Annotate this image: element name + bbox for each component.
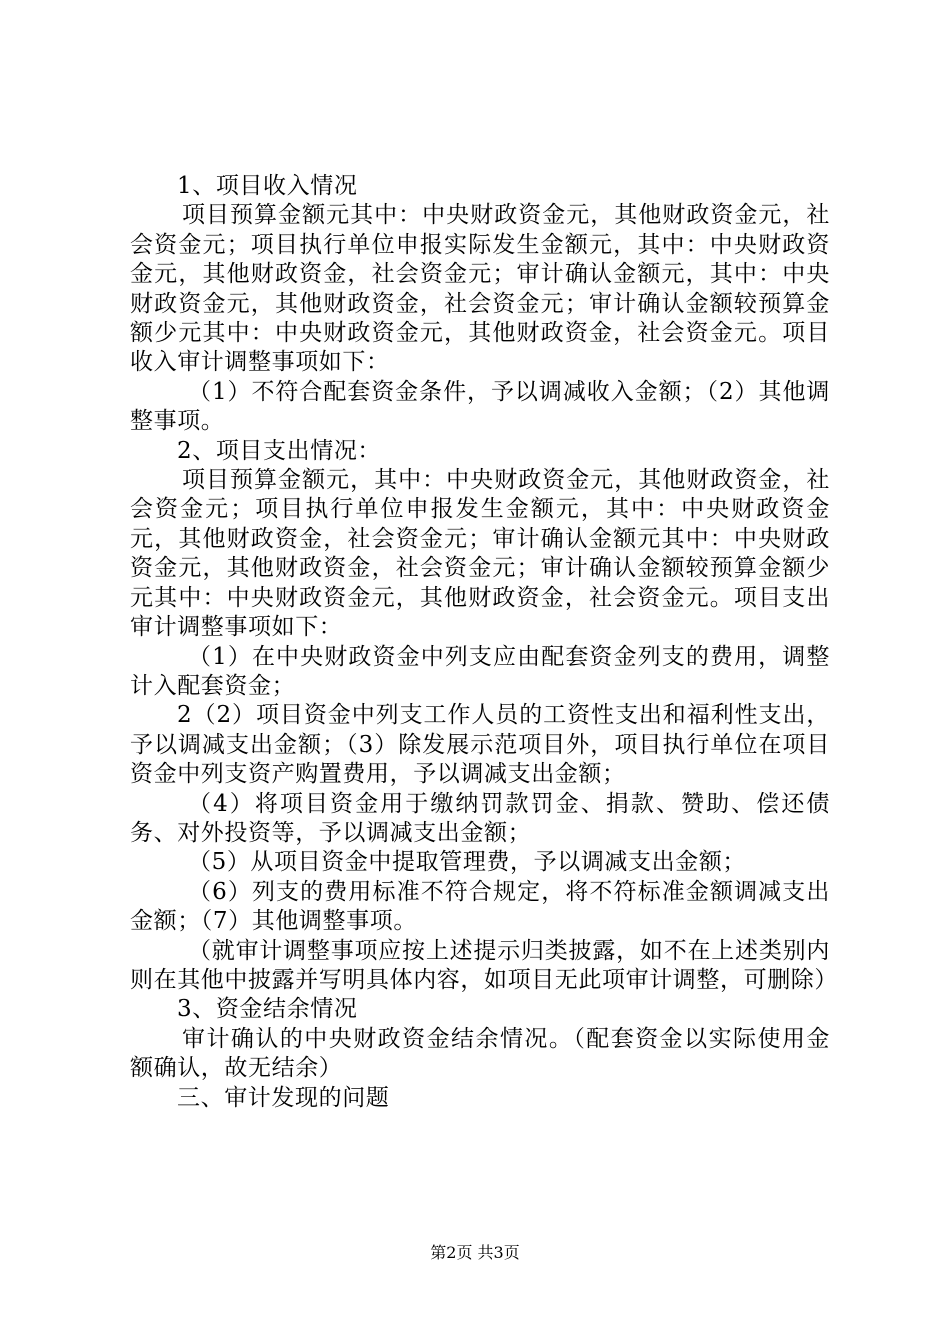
page-number-footer: 第2页 共3页 [430, 1243, 520, 1262]
heading-income: 1、项目收入情况 [177, 173, 358, 199]
expense-item-2-3: 2（2）项目资金中列支工作人员的工资性支出和福利性支出，予以调减支出金额；（3）除发展示范项目外，项目执行单位在项目资金中列支资产购置费用，予以调减支出金额； [130, 702, 830, 788]
expense-item-1: （1）在中央财政资金中列支应由配套资金列支的费用，调整计入配套资金； [130, 643, 830, 699]
expense-body: 项目预算金额元，其中：中央财政资金元，其他财政资金，社会资金元；项目执行单位申报发生金额元，其中：中央财政资金元，其他财政资金，社会资金元；审计确认金额元其中：中央财政资金元，其他财政资金，社会资金元；审计确认金额较预算金额少元其中：中央财政资金元，其他财政资金，社会资金元。项目支出审计调整事项如下： [130, 467, 830, 641]
expense-item-5: （5）从项目资金中提取管理费，予以调减支出金额； [188, 849, 747, 876]
expense-note: （就审计调整事项应按上述提示归类披露，如不在上述类别内则在其他中披露并写明具体内容，如项目无此项审计调整，可删除） [130, 937, 838, 993]
heading-balance: 3、资金结余情况 [177, 996, 358, 1023]
income-body: 项目预算金额元其中：中央财政资金元，其他财政资金元，社会资金元；项目执行单位申报实际发生金额元，其中：中央财政资金元，其他财政资金，社会资金元；审计确认金额元，其中：中央财政资金元，其他财政资金，社会资金元；审计确认金额较预算金额少元其中：中央财政资金元，其他财政资金，社会资金元。项目收入审计调整事项如下： [130, 202, 830, 376]
balance-body: 审计确认的中央财政资金结余情况。（配套资金以实际使用金额确认，故无结余） [130, 1025, 830, 1082]
income-adjust-items: （1）不符合配套资金条件，予以调减收入金额；（2）其他调整事项。 [130, 378, 830, 435]
expense-item-6-7: （6）列支的费用标准不符合规定，将不符标准金额调减支出金额；（7）其他调整事项。 [130, 878, 830, 935]
heading-issues: 三、审计发现的问题 [177, 1084, 390, 1111]
document-body [130, 172, 838, 1113]
expense-item-4: （4）将项目资金用于缴纳罚款罚金、捐款、赞助、偿还债务、对外投资等，予以调减支出金额； [130, 790, 830, 846]
heading-expense: 2、项目支出情况： [177, 437, 382, 464]
